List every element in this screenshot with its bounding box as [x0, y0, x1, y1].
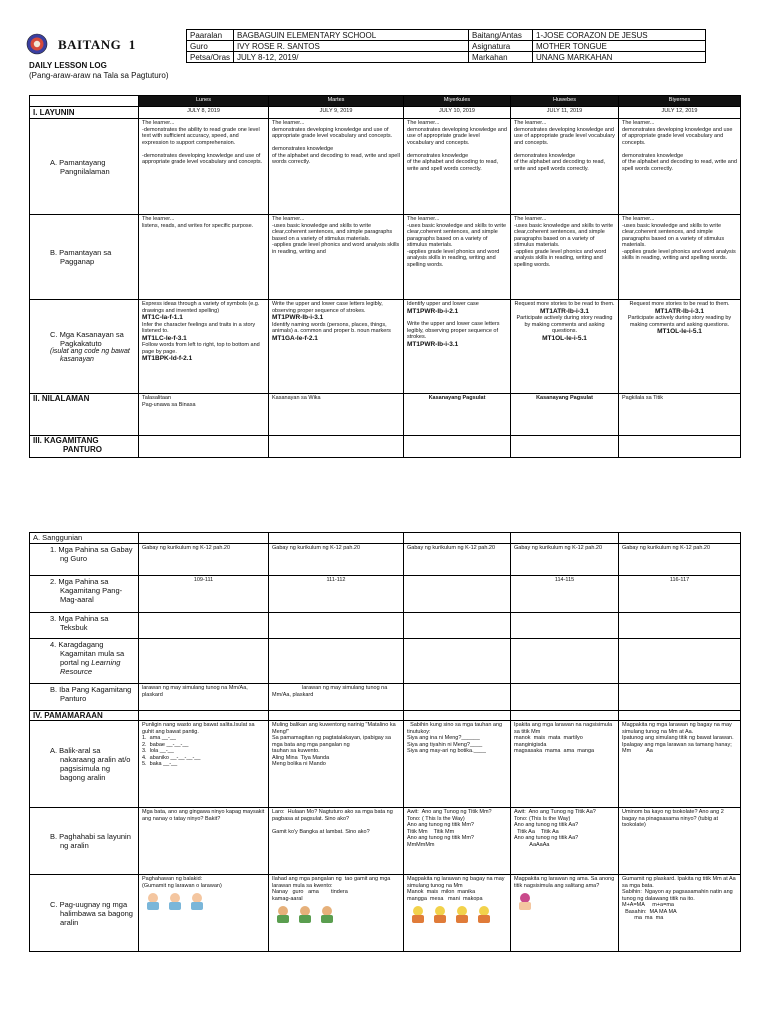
reference-cell: Gabay ng kurikulum ng K-12 pah.20 — [269, 544, 404, 576]
reference-cell: Gabay ng kurikulum ng K-12 pah.20 — [404, 544, 511, 576]
content-cell: Kasanayang Pagsulat — [404, 394, 511, 436]
row-label: C. Pag-uugnay ng mga halimbawa sa bagong aralin — [30, 875, 139, 952]
row-label: B. Pamantayan sa Pagganap — [30, 215, 139, 300]
illustration-image — [295, 905, 315, 926]
reference-cell: 111-112 — [269, 576, 404, 613]
illustration-group — [272, 904, 400, 927]
objective-cell: The learner... -uses basic knowledge and skills to write clear,coherent sentences, and simple paragraphs based on a variety of stimulus materials. -applies grade level phonics and word analysis skills in reading, writing and spelling words. — [404, 215, 511, 300]
reference-cell — [511, 684, 619, 711]
illustration-image — [273, 905, 293, 926]
illustration-image — [515, 892, 535, 913]
date-cell: JULY 10, 2019 — [404, 107, 511, 119]
reference-cell: larawan ng may simulang tunog na Mm/Aa, plaskard — [269, 684, 404, 711]
reference-cell — [619, 613, 741, 639]
sanggunian-cell — [269, 533, 404, 544]
competency-text: Write the upper and lower case letters legibly, observing proper sequence of strokes. — [272, 301, 383, 314]
procedure-text: Punligin nang wasto ang bawat salita.Isulat sa guhit ang bawat pantig. 1. ama __-__ 2. babae __-__-__ 3. lola __-__ 4. abaniko __-__-__-__ 5. baka __-__ — [142, 722, 255, 767]
day-header: Miyerkules — [404, 96, 511, 107]
reference-cell — [511, 613, 619, 639]
day-header: Martes — [269, 96, 404, 107]
illustration-image — [474, 905, 494, 926]
materials-cell — [139, 436, 269, 458]
procedure-cell — [619, 875, 741, 952]
competency-code: MT1GA-Ie-f-2.1 — [272, 334, 318, 342]
competency-text: Identify naming words (persons, places, things, animals) a. common and proper b. noun markers — [272, 321, 391, 334]
objective-cell: The learner... -uses basic knowledge and skills to write clear,coherent sentences, and simple paragraphs based on a variety of stimulus materials. -applies grade level phonics and word analysis skills in reading, writing and spelling words. — [619, 215, 741, 300]
materials-cell — [404, 436, 511, 458]
section-nilalaman: II. NILALAMAN — [30, 394, 139, 436]
procedure-text: Uminom ba kayo ng tsokolate? Ano ang 2 bagay na pinagsasama ninyo? (tubig at tsokolate) — [622, 809, 726, 828]
header-info-table — [186, 29, 706, 63]
reference-cell — [404, 613, 511, 639]
procedure-text: Ipakita ang mga larawan na nagsisimula sa titik Mm manok mais mata martilyo manginigisda magsasaka mama ama manga — [514, 722, 613, 754]
procedure-text: Muling balikan ang kuwentong narinig "Matalino ka Meng!" Sa pamamagitan ng pagtatalakayan, ipabigay sa mga bata ang mga pangalan ng tauhan sa kuwento. Aling Mina Tiya Manda Meng bolika ni Mando — [272, 722, 396, 767]
procedure-text: Magpakita ng larawan ng bagay na may simulang tunog na Mm Manok mais milon manika mangga mesa mani makopa — [407, 876, 505, 902]
procedure-cell — [619, 721, 741, 808]
row-label-italic: Learning Resource — [60, 658, 121, 676]
procedure-text: Paghahawan ng balakid: (Gumamit ng larawan o larawan) — [142, 876, 222, 889]
illustration-image — [143, 892, 163, 913]
header-row — [187, 41, 706, 52]
date-cell: JULY 12, 2019 — [619, 107, 741, 119]
competency-cell — [139, 300, 269, 394]
competency-code: MT1ATR-Ib-i-3.1 — [655, 307, 704, 315]
sanggunian-cell — [404, 533, 511, 544]
header-label: Asignatura — [469, 41, 533, 52]
materials-cell — [511, 436, 619, 458]
illustration-image — [430, 905, 450, 926]
competency-text: Participate actively during story reading by making comments and asking questions. — [516, 315, 613, 334]
row-label: A. Pamantayang Pangnilalaman — [30, 119, 139, 215]
content-cell: Pagkilala sa Titik — [619, 394, 741, 436]
reference-cell: 114-115 — [511, 576, 619, 613]
competency-code: MT1PWR-Ib-i-3.1 — [407, 340, 459, 348]
objective-cell: The learner... listens, reads, and writes for specific purpose. — [139, 215, 269, 300]
procedure-text: Gumamit ng plaskard. Ipakita ng titik Mm at Aa sa mga bata. Sabihin: Ngayon ay pagsasamahin natin ang tunog ng dalawang titik na ito. M+A=MA m+a=ma Basahin: MA MA MA ma ma ma — [622, 876, 736, 921]
reference-row — [30, 613, 741, 639]
objective-cell: The learner... demonstrates developing knowledge and use of appropriate grade level vocabulary and concepts. demonstrates knowledge of the alphabet and decoding to read, write and spell words correctly. — [404, 119, 511, 215]
procedure-cell — [139, 875, 269, 952]
procedure-cell — [404, 721, 511, 808]
row-label-text: 4. Karagdagang Kagamitan mula sa portal ng — [50, 640, 125, 667]
reference-cell — [404, 639, 511, 684]
header-row — [187, 30, 706, 41]
competency-code: MT1PWR-Ib-i-3.1 — [272, 314, 324, 321]
procedure-cell — [619, 808, 741, 875]
row-label-text: C. Mga Kasanayan sa Pagkakatuto — [50, 329, 124, 348]
objective-row — [30, 119, 741, 215]
procedure-cell — [269, 721, 404, 808]
day-header: Huwebes — [511, 96, 619, 107]
competency-text: Follow words from left to right, top to bottom and page by page. — [142, 342, 260, 355]
reference-cell: Gabay ng kurikulum ng K-12 pah.20 — [619, 544, 741, 576]
row-label-text: B. Iba Pang Kagamitang Panturo — [50, 685, 132, 703]
date-cell: JULY 9, 2019 — [269, 107, 404, 119]
reference-row — [30, 544, 741, 576]
row-label — [30, 613, 139, 639]
materials-cell — [619, 436, 741, 458]
procedure-cell — [404, 808, 511, 875]
pamamaraan-cell — [269, 711, 404, 721]
procedure-cell — [511, 808, 619, 875]
reference-cell: larawan ng may simulang tunog na Mm/Aa, plaskard — [139, 684, 269, 711]
header-value: MOTHER TONGUE — [533, 41, 706, 52]
row-label — [30, 544, 139, 576]
procedure-row — [30, 721, 741, 808]
day-header: Lunes — [139, 96, 269, 107]
header-value: JULY 8-12, 2019/ — [234, 52, 469, 63]
day-header: Biyernes — [619, 96, 741, 107]
content-cell: Kasanayan sa Wika — [269, 394, 404, 436]
competency-text: Write the upper and lower case letters legibly, observing proper sequence of strokes. — [407, 321, 500, 340]
lesson-grid-top — [29, 95, 741, 458]
procedure-row — [30, 808, 741, 875]
illustration-image — [187, 892, 207, 913]
pamamaraan-cell — [139, 711, 269, 721]
header-label: Baitang/Antas — [469, 30, 533, 41]
procedure-text: Laro: Hulaan Mo? Nagtuturo ako sa mga bata ng pagbasa at pagsulat. Sino ako? Gamit ko'y Bangka at lambat. Sino ako? — [272, 809, 393, 835]
pamamaraan-row — [30, 711, 741, 721]
row-label-note: (isulat ang code ng bawat kasanayan — [50, 347, 130, 363]
day-header-blank — [30, 96, 139, 107]
procedure-text: Awit: Ano ang Tunog ng Titik Aa? Tono: (This Is the Way) Ano ang tunog ng titik Aa? Titik Aa Titik Aa Ano ang tunog ng titik Aa? AaAaAa — [514, 809, 596, 848]
procedure-text: Awit: Ano ang Tunog ng Titik Mm? Tono: ( This Is the Way) Ano ang tunog ng titik Mm? Titik Mm Titik Mm Ano ang tunog ng titik Mm? MmMmMm — [407, 809, 492, 848]
header-label: Petsa/Oras — [187, 52, 234, 63]
header-label: Guro — [187, 41, 234, 52]
lesson-grid-bottom — [29, 532, 741, 952]
reference-cell — [269, 639, 404, 684]
reference-cell — [511, 639, 619, 684]
objective-cell: The learner... -uses basic knowledge and skills to write clear,coherent sentences, and simple paragraphs based on a variety of stimulus materials. -applies grade level phonics and word analysis skills in reading, writing and — [269, 215, 404, 300]
materials-row — [30, 436, 741, 458]
competency-text: Identify upper and lower case — [407, 301, 479, 307]
header-label: Paaralan — [187, 30, 234, 41]
competency-code: MT1ATR-Ib-i-3.1 — [540, 307, 589, 315]
competency-row — [30, 300, 741, 394]
competency-text: Request more stories to be read to them. — [629, 301, 730, 307]
date-cell: JULY 8, 2019 — [139, 107, 269, 119]
sanggunian-label: A. Sanggunian — [30, 533, 139, 544]
pamamaraan-cell — [619, 711, 741, 721]
header-value: IVY ROSE R. SANTOS — [234, 41, 469, 52]
reference-cell — [139, 613, 269, 639]
pamamaraan-cell — [511, 711, 619, 721]
row-label — [30, 576, 139, 613]
section-kagamitan — [30, 436, 139, 458]
procedure-text: Magpakita ng larawan ng ama. Sa anong titik nagsisimula ang salitang ama? — [514, 876, 616, 889]
date-cell: JULY 11, 2019 — [511, 107, 619, 119]
procedure-row — [30, 875, 741, 952]
doc-subtitle: (Pang-araw-araw na Tala sa Pagtuturo) — [29, 71, 169, 80]
grade-heading: BAITANG 1 — [58, 37, 136, 52]
illustration-group — [142, 891, 265, 914]
pamamaraan-cell — [404, 711, 511, 721]
procedure-text: Mga bata, ano ang gingawa ninyo kapag maysakit ang nanay o tatay ninyo? Bakit? — [142, 809, 266, 822]
materials-cell — [269, 436, 404, 458]
competency-code: MT1BPK-Id-f-2.1 — [142, 355, 193, 362]
objective-cell: The learner... -uses basic knowledge and skills to write clear,coherent sentences, and simple paragraphs based on a variety of stimulus materials. -applies grade level phonics and word analysis skills in reading, writing and spelling words. — [511, 215, 619, 300]
competency-code: MT1LC-Ie-f-3.1 — [142, 334, 187, 342]
illustration-image — [408, 905, 428, 926]
header-value: BAGBAGUIN ELEMENTARY SCHOOL — [234, 30, 469, 41]
illustration-image — [317, 905, 337, 926]
row-label-text: 3. Mga Pahina sa Teksbuk — [50, 614, 109, 632]
reference-row — [30, 639, 741, 684]
illustration-image — [165, 892, 185, 913]
procedure-cell — [511, 875, 619, 952]
reference-row — [30, 684, 741, 711]
objective-cell: The learner... demonstrates developing knowledge and use of appropriate grade level vocabulary and concepts. demonstrates knowledge of the alphabet and decoding to read, write and spell words correctly. — [269, 119, 404, 215]
reference-cell — [139, 639, 269, 684]
header-row — [187, 52, 706, 63]
sanggunian-cell — [139, 533, 269, 544]
doc-title: DAILY LESSON LOG — [29, 61, 107, 70]
row-label — [30, 300, 139, 394]
section-layunin: I. LAYUNIN — [30, 107, 139, 119]
competency-code: MT1C-Ia-f-1.1 — [142, 314, 183, 321]
header-value: 1-JOSE CORAZON DE JESUS — [533, 30, 706, 41]
procedure-text: Ilahad ang mga pangalan ng tao gamit ang mga larawan mula sa kwento: Nanay guro ama tindera kamag-aaral — [272, 876, 391, 902]
procedure-cell — [139, 721, 269, 808]
reference-cell: 109-111 — [139, 576, 269, 613]
procedure-text: Magpakita ng mga larawan ng bagay na may simulang tunog na Mm at Aa. Ipatunog ang simulang titik ng bawat larawan. Ipalagay ang mga larawan sa tamang hanay; Mm Aa — [622, 722, 734, 754]
section-kagamitan-line1: III. KAGAMITANG — [33, 436, 99, 445]
procedure-cell — [511, 721, 619, 808]
procedure-cell — [404, 875, 511, 952]
competency-cell — [404, 300, 511, 394]
row-label-text: 1. Mga Pahina sa Gabay ng Guro — [50, 545, 133, 563]
competency-text: Request more stories to be read to them. — [514, 301, 615, 307]
objective-cell: The learner... -demonstrates the ability to read grade one level text with sufficient accuracy, speed, and expression to support comprehension. -demonstrates developing knowledge and use of appropriate grade level vocabulary and concepts. — [139, 119, 269, 215]
date-row — [30, 107, 741, 119]
competency-text: Participate actively during story reading by making comments and asking questions. — [627, 315, 732, 328]
row-label — [30, 684, 139, 711]
row-label: B. Paghahabi sa layunin ng aralin — [30, 808, 139, 875]
procedure-cell — [269, 875, 404, 952]
row-label-text: 2. Mga Pahina sa Kagamitang Pang-Mag-aaral — [50, 577, 123, 604]
content-cell: Kasanayang Pagsulat — [511, 394, 619, 436]
objective-cell: The learner... demonstrates developing knowledge and use of appropriate grade level vocabulary and concepts. demonstrates knowledge of the alphabet and decoding to read, write and spell words correctly. — [511, 119, 619, 215]
reference-cell — [269, 613, 404, 639]
objective-row — [30, 215, 741, 300]
competency-code: MT1PWR-Ib-i-2.1 — [407, 307, 459, 315]
reference-row — [30, 576, 741, 613]
procedure-cell — [139, 808, 269, 875]
sanggunian-cell — [619, 533, 741, 544]
sanggunian-row — [30, 533, 741, 544]
reference-cell: 116-117 — [619, 576, 741, 613]
reference-cell: Gabay ng kurikulum ng K-12 pah.20 — [511, 544, 619, 576]
day-header-row — [30, 96, 741, 107]
illustration-group — [407, 904, 507, 927]
illustration-image — [452, 905, 472, 926]
reference-cell — [404, 576, 511, 613]
objective-cell: The learner... demonstrates developing knowledge and use of appropriate grade level vocabulary and concepts. demonstrates knowledge of the alphabet and decoding to read, write and spell words correctly. — [619, 119, 741, 215]
section-kagamitan-line2: PANTURO — [63, 445, 102, 454]
row-label — [30, 639, 139, 684]
header-value: UNANG MARKAHAN — [533, 52, 706, 63]
competency-cell — [511, 300, 619, 394]
content-row — [30, 394, 741, 436]
content-cell: Talasalitaan Pag-unawa sa Binasa — [139, 394, 269, 436]
reference-cell — [619, 684, 741, 711]
reference-cell — [404, 684, 511, 711]
procedure-text: Sabihin kung sino sa mga tauhan ang tinutukoy: Siya ang ina ni Meng?______ Siya ang tiyahin ni Meng?____ Siya ang may-ari ng botika.____ — [407, 722, 503, 754]
row-label: A. Balik-aral sa nakaraang aralin at/o pagsisimula ng bagong aralin — [30, 721, 139, 808]
competency-cell — [619, 300, 741, 394]
competency-cell — [269, 300, 404, 394]
competency-code: MT1OL-Ie-i-5.1 — [542, 334, 587, 342]
procedure-cell — [269, 808, 404, 875]
deped-seal — [26, 33, 48, 55]
competency-code: MT1OL-Ie-i-5.1 — [657, 328, 702, 335]
header-label: Markahan — [469, 52, 533, 63]
competency-text: Infer the character feelings and traits in a story listened to. — [142, 321, 256, 334]
illustration-group — [514, 891, 615, 914]
reference-cell — [619, 639, 741, 684]
section-pamamaraan: IV. PAMAMARAAN — [30, 711, 139, 721]
reference-cell: Gabay ng kurikulum ng K-12 pah.20 — [139, 544, 269, 576]
competency-text: Express ideas through a variety of symbols (e.g. drawings and invented spelling) — [142, 301, 260, 314]
sanggunian-cell — [511, 533, 619, 544]
